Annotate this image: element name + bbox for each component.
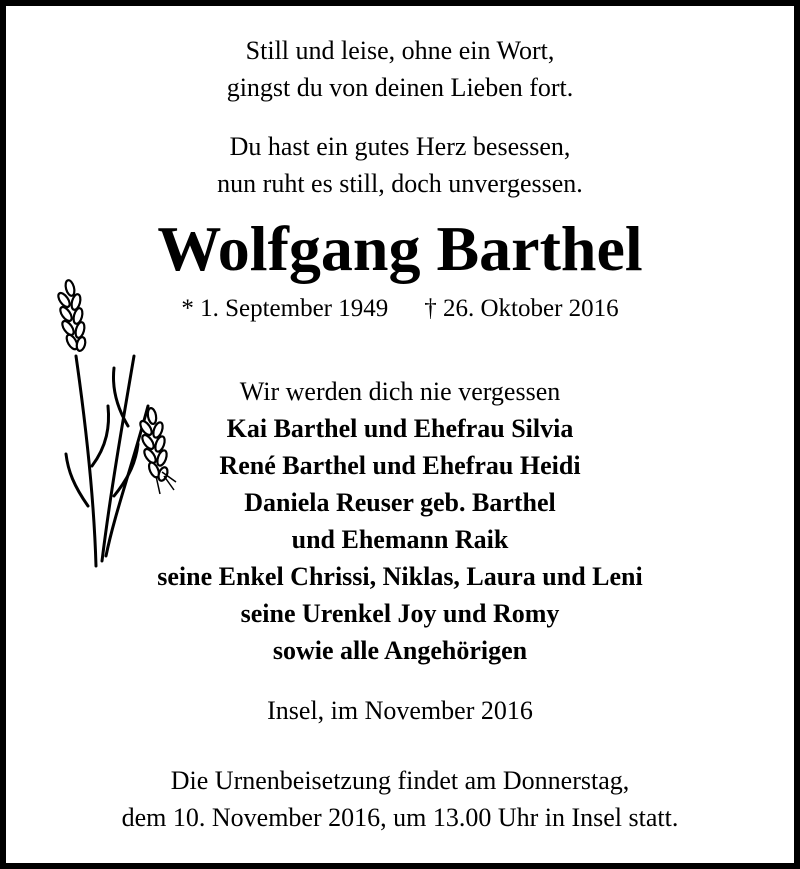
mourner-line-2: René Barthel und Ehefrau Heidi (219, 451, 581, 480)
deceased-name: Wolfgang Barthel (157, 213, 643, 284)
verse-line-4: nun ruht es still, doch unvergessen. (217, 169, 583, 198)
mourner-line-5: seine Enkel Chrissi, Niklas, Laura und Leni (157, 562, 643, 591)
mourners-intro: Wir werden dich nie vergessen (239, 377, 561, 406)
place-and-date: Insel, im November 2016 (267, 696, 533, 725)
verse-line-1: Still und leise, ohne ein Wort, (245, 36, 555, 65)
birth-date: * 1. September 1949 (181, 295, 389, 322)
funeral-note-line-1: Die Urnenbeisetzung findet am Donnerstag, (170, 766, 630, 795)
mourner-line-1: Kai Barthel und Ehefrau Silvia (226, 414, 574, 443)
mourner-line-3: Daniela Reuser geb. Barthel (244, 488, 556, 517)
mourner-line-6: seine Urenkel Joy und Romy (240, 599, 560, 628)
funeral-note-line-2: dem 10. November 2016, um 13.00 Uhr in Insel statt. (121, 803, 679, 832)
death-date: † 26. Oktober 2016 (424, 295, 619, 322)
verse-line-3: Du hast ein gutes Herz besessen, (229, 132, 571, 161)
mourner-line-7: sowie alle Angehörigen (272, 636, 528, 665)
verse-line-2: gingst du von deinen Lieben fort. (226, 73, 574, 102)
mourner-line-4: und Ehemann Raik (291, 525, 509, 554)
